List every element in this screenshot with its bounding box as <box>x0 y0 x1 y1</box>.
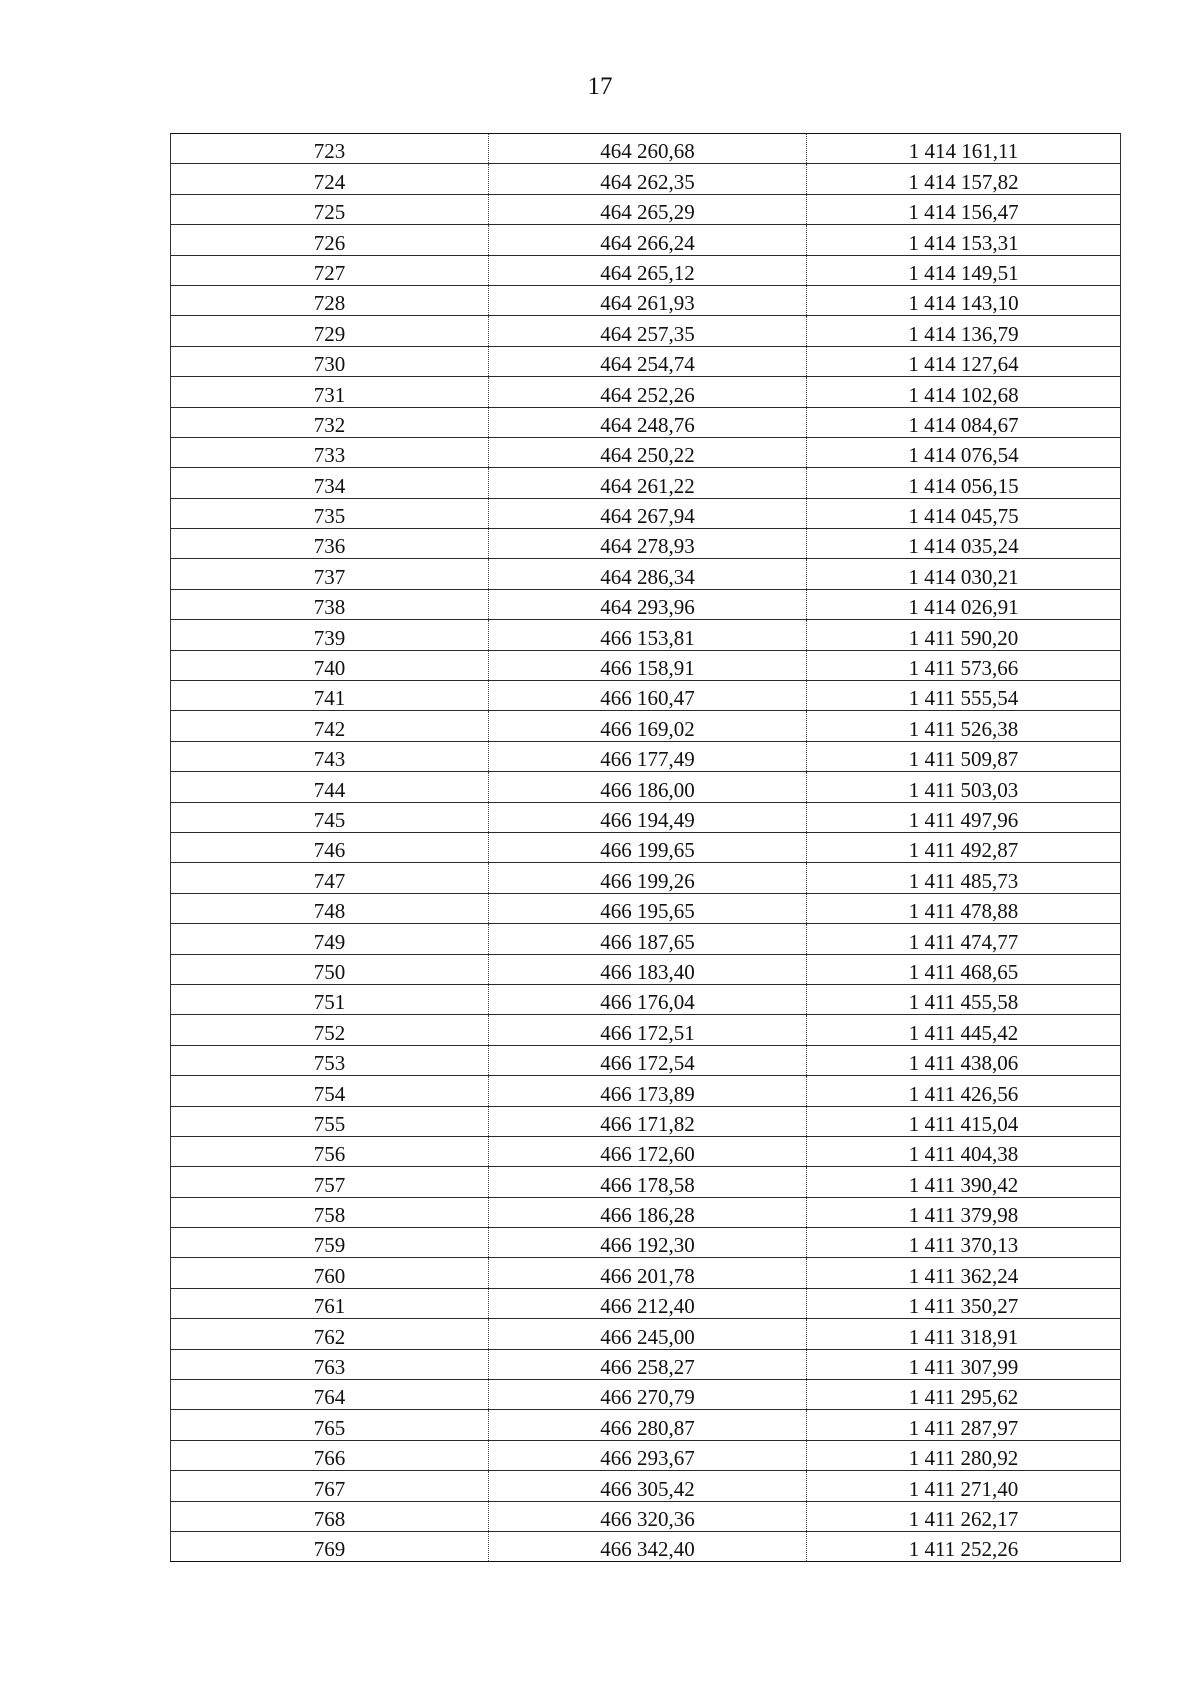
table-row <box>171 924 1121 954</box>
table-row <box>171 1288 1121 1318</box>
table-row <box>171 134 1121 164</box>
y-coordinate-cell: 1 411 590,20 <box>807 620 1121 650</box>
point-number-cell: 731 <box>171 377 489 407</box>
table-row <box>171 1167 1121 1197</box>
point-number-cell: 741 <box>171 681 489 711</box>
point-number-cell: 735 <box>171 498 489 528</box>
y-coordinate-cell: 1 414 076,54 <box>807 437 1121 467</box>
table-row <box>171 620 1121 650</box>
x-coordinate-cell: 466 176,04 <box>489 984 807 1014</box>
y-coordinate-cell: 1 414 149,51 <box>807 255 1121 285</box>
table-row <box>171 1228 1121 1258</box>
x-coordinate-cell: 464 293,96 <box>489 589 807 619</box>
x-coordinate-cell: 466 160,47 <box>489 681 807 711</box>
point-number-cell: 768 <box>171 1501 489 1531</box>
x-coordinate-cell: 466 171,82 <box>489 1106 807 1136</box>
x-coordinate-cell: 466 153,81 <box>489 620 807 650</box>
point-number-cell: 732 <box>171 407 489 437</box>
y-coordinate-cell: 1 411 287,97 <box>807 1410 1121 1440</box>
point-number-cell: 728 <box>171 285 489 315</box>
point-number-cell: 723 <box>171 134 489 164</box>
x-coordinate-cell: 466 258,27 <box>489 1349 807 1379</box>
point-number-cell: 760 <box>171 1258 489 1288</box>
y-coordinate-cell: 1 411 478,88 <box>807 893 1121 923</box>
point-number-cell: 739 <box>171 620 489 650</box>
point-number-cell: 740 <box>171 650 489 680</box>
y-coordinate-cell: 1 411 503,03 <box>807 772 1121 802</box>
table-row <box>171 1531 1121 1561</box>
x-coordinate-cell: 466 270,79 <box>489 1380 807 1410</box>
x-coordinate-cell: 464 260,68 <box>489 134 807 164</box>
table-row <box>171 1045 1121 1075</box>
y-coordinate-cell: 1 414 045,75 <box>807 498 1121 528</box>
y-coordinate-cell: 1 411 404,38 <box>807 1136 1121 1166</box>
x-coordinate-cell: 466 172,51 <box>489 1015 807 1045</box>
point-number-cell: 742 <box>171 711 489 741</box>
y-coordinate-cell: 1 411 280,92 <box>807 1440 1121 1470</box>
y-coordinate-cell: 1 414 127,64 <box>807 346 1121 376</box>
table-row <box>171 741 1121 771</box>
table-row <box>171 1136 1121 1166</box>
table-row <box>171 1410 1121 1440</box>
y-coordinate-cell: 1 411 362,24 <box>807 1258 1121 1288</box>
y-coordinate-cell: 1 414 157,82 <box>807 164 1121 194</box>
x-coordinate-cell: 464 267,94 <box>489 498 807 528</box>
y-coordinate-cell: 1 414 056,15 <box>807 468 1121 498</box>
point-number-cell: 752 <box>171 1015 489 1045</box>
point-number-cell: 767 <box>171 1471 489 1501</box>
y-coordinate-cell: 1 411 445,42 <box>807 1015 1121 1045</box>
table-row <box>171 984 1121 1014</box>
point-number-cell: 730 <box>171 346 489 376</box>
point-number-cell: 769 <box>171 1531 489 1561</box>
x-coordinate-cell: 464 250,22 <box>489 437 807 467</box>
table-row <box>171 316 1121 346</box>
y-coordinate-cell: 1 411 474,77 <box>807 924 1121 954</box>
x-coordinate-cell: 466 183,40 <box>489 954 807 984</box>
x-coordinate-cell: 466 305,42 <box>489 1471 807 1501</box>
y-coordinate-cell: 1 411 555,54 <box>807 681 1121 711</box>
x-coordinate-cell: 464 261,93 <box>489 285 807 315</box>
point-number-cell: 743 <box>171 741 489 771</box>
x-coordinate-cell: 466 194,49 <box>489 802 807 832</box>
point-number-cell: 765 <box>171 1410 489 1440</box>
table-row <box>171 346 1121 376</box>
table-row <box>171 1258 1121 1288</box>
y-coordinate-cell: 1 411 526,38 <box>807 711 1121 741</box>
point-number-cell: 762 <box>171 1319 489 1349</box>
x-coordinate-cell: 464 286,34 <box>489 559 807 589</box>
x-coordinate-cell: 464 254,74 <box>489 346 807 376</box>
x-coordinate-cell: 464 278,93 <box>489 529 807 559</box>
table-row <box>171 1471 1121 1501</box>
y-coordinate-cell: 1 411 415,04 <box>807 1106 1121 1136</box>
table-row <box>171 1501 1121 1531</box>
table-row <box>171 711 1121 741</box>
y-coordinate-cell: 1 414 143,10 <box>807 285 1121 315</box>
table-row <box>171 407 1121 437</box>
point-number-cell: 747 <box>171 863 489 893</box>
table-row <box>171 1319 1121 1349</box>
point-number-cell: 748 <box>171 893 489 923</box>
x-coordinate-cell: 466 172,60 <box>489 1136 807 1166</box>
y-coordinate-cell: 1 411 262,17 <box>807 1501 1121 1531</box>
x-coordinate-cell: 464 261,22 <box>489 468 807 498</box>
point-number-cell: 724 <box>171 164 489 194</box>
y-coordinate-cell: 1 411 497,96 <box>807 802 1121 832</box>
point-number-cell: 756 <box>171 1136 489 1166</box>
table-row <box>171 893 1121 923</box>
point-number-cell: 744 <box>171 772 489 802</box>
point-number-cell: 766 <box>171 1440 489 1470</box>
x-coordinate-cell: 466 280,87 <box>489 1410 807 1440</box>
point-number-cell: 736 <box>171 529 489 559</box>
x-coordinate-cell: 466 212,40 <box>489 1288 807 1318</box>
x-coordinate-cell: 466 158,91 <box>489 650 807 680</box>
table-row <box>171 255 1121 285</box>
x-coordinate-cell: 466 177,49 <box>489 741 807 771</box>
y-coordinate-cell: 1 411 271,40 <box>807 1471 1121 1501</box>
point-number-cell: 745 <box>171 802 489 832</box>
x-coordinate-cell: 466 172,54 <box>489 1045 807 1075</box>
x-coordinate-cell: 466 320,36 <box>489 1501 807 1531</box>
point-number-cell: 753 <box>171 1045 489 1075</box>
y-coordinate-cell: 1 414 156,47 <box>807 194 1121 224</box>
y-coordinate-cell: 1 414 136,79 <box>807 316 1121 346</box>
point-number-cell: 733 <box>171 437 489 467</box>
y-coordinate-cell: 1 411 492,87 <box>807 832 1121 862</box>
x-coordinate-cell: 466 173,89 <box>489 1076 807 1106</box>
x-coordinate-cell: 466 199,65 <box>489 832 807 862</box>
y-coordinate-cell: 1 411 307,99 <box>807 1349 1121 1379</box>
x-coordinate-cell: 466 199,26 <box>489 863 807 893</box>
y-coordinate-cell: 1 414 026,91 <box>807 589 1121 619</box>
point-number-cell: 734 <box>171 468 489 498</box>
y-coordinate-cell: 1 411 295,62 <box>807 1380 1121 1410</box>
y-coordinate-cell: 1 411 509,87 <box>807 741 1121 771</box>
x-coordinate-cell: 466 342,40 <box>489 1531 807 1561</box>
table-row <box>171 468 1121 498</box>
x-coordinate-cell: 464 248,76 <box>489 407 807 437</box>
y-coordinate-cell: 1 411 485,73 <box>807 863 1121 893</box>
x-coordinate-cell: 464 265,12 <box>489 255 807 285</box>
point-number-cell: 727 <box>171 255 489 285</box>
point-number-cell: 759 <box>171 1228 489 1258</box>
table-row <box>171 681 1121 711</box>
point-number-cell: 763 <box>171 1349 489 1379</box>
y-coordinate-cell: 1 411 318,91 <box>807 1319 1121 1349</box>
y-coordinate-cell: 1 411 350,27 <box>807 1288 1121 1318</box>
table-row <box>171 1440 1121 1470</box>
y-coordinate-cell: 1 414 030,21 <box>807 559 1121 589</box>
point-number-cell: 749 <box>171 924 489 954</box>
point-number-cell: 738 <box>171 589 489 619</box>
x-coordinate-cell: 466 187,65 <box>489 924 807 954</box>
y-coordinate-cell: 1 411 252,26 <box>807 1531 1121 1561</box>
x-coordinate-cell: 466 201,78 <box>489 1258 807 1288</box>
point-number-cell: 737 <box>171 559 489 589</box>
point-number-cell: 725 <box>171 194 489 224</box>
table-row <box>171 194 1121 224</box>
x-coordinate-cell: 464 262,35 <box>489 164 807 194</box>
y-coordinate-cell: 1 414 084,67 <box>807 407 1121 437</box>
y-coordinate-cell: 1 411 390,42 <box>807 1167 1121 1197</box>
table-row <box>171 802 1121 832</box>
y-coordinate-cell: 1 414 153,31 <box>807 225 1121 255</box>
point-number-cell: 764 <box>171 1380 489 1410</box>
y-coordinate-cell: 1 411 438,06 <box>807 1045 1121 1075</box>
x-coordinate-cell: 466 245,00 <box>489 1319 807 1349</box>
page-number: 17 <box>587 73 613 100</box>
table-row <box>171 285 1121 315</box>
point-number-cell: 726 <box>171 225 489 255</box>
table-row <box>171 589 1121 619</box>
table-row <box>171 772 1121 802</box>
y-coordinate-cell: 1 414 161,11 <box>807 134 1121 164</box>
point-number-cell: 758 <box>171 1197 489 1227</box>
x-coordinate-cell: 464 266,24 <box>489 225 807 255</box>
point-number-cell: 750 <box>171 954 489 984</box>
point-number-cell: 746 <box>171 832 489 862</box>
x-coordinate-cell: 466 293,67 <box>489 1440 807 1470</box>
table-row <box>171 1106 1121 1136</box>
table-row <box>171 1015 1121 1045</box>
y-coordinate-cell: 1 411 426,56 <box>807 1076 1121 1106</box>
table-row <box>171 1349 1121 1379</box>
x-coordinate-cell: 466 169,02 <box>489 711 807 741</box>
coordinates-table <box>170 133 1121 1562</box>
point-number-cell: 755 <box>171 1106 489 1136</box>
y-coordinate-cell: 1 411 573,66 <box>807 650 1121 680</box>
x-coordinate-cell: 464 257,35 <box>489 316 807 346</box>
table-row <box>171 1197 1121 1227</box>
table-row <box>171 437 1121 467</box>
y-coordinate-cell: 1 411 379,98 <box>807 1197 1121 1227</box>
table-row <box>171 954 1121 984</box>
coordinates-table-body <box>171 134 1121 1562</box>
table-row <box>171 529 1121 559</box>
table-row <box>171 164 1121 194</box>
table-row <box>171 225 1121 255</box>
point-number-cell: 757 <box>171 1167 489 1197</box>
x-coordinate-cell: 466 192,30 <box>489 1228 807 1258</box>
point-number-cell: 751 <box>171 984 489 1014</box>
x-coordinate-cell: 466 195,65 <box>489 893 807 923</box>
x-coordinate-cell: 466 178,58 <box>489 1167 807 1197</box>
y-coordinate-cell: 1 411 455,58 <box>807 984 1121 1014</box>
table-row <box>171 650 1121 680</box>
point-number-cell: 729 <box>171 316 489 346</box>
table-row <box>171 1076 1121 1106</box>
x-coordinate-cell: 464 265,29 <box>489 194 807 224</box>
table-row <box>171 832 1121 862</box>
y-coordinate-cell: 1 411 370,13 <box>807 1228 1121 1258</box>
point-number-cell: 761 <box>171 1288 489 1318</box>
x-coordinate-cell: 464 252,26 <box>489 377 807 407</box>
y-coordinate-cell: 1 414 102,68 <box>807 377 1121 407</box>
x-coordinate-cell: 466 186,00 <box>489 772 807 802</box>
table-row <box>171 559 1121 589</box>
table-row <box>171 863 1121 893</box>
table-row <box>171 1380 1121 1410</box>
x-coordinate-cell: 466 186,28 <box>489 1197 807 1227</box>
y-coordinate-cell: 1 414 035,24 <box>807 529 1121 559</box>
table-row <box>171 377 1121 407</box>
table-row <box>171 498 1121 528</box>
point-number-cell: 754 <box>171 1076 489 1106</box>
y-coordinate-cell: 1 411 468,65 <box>807 954 1121 984</box>
